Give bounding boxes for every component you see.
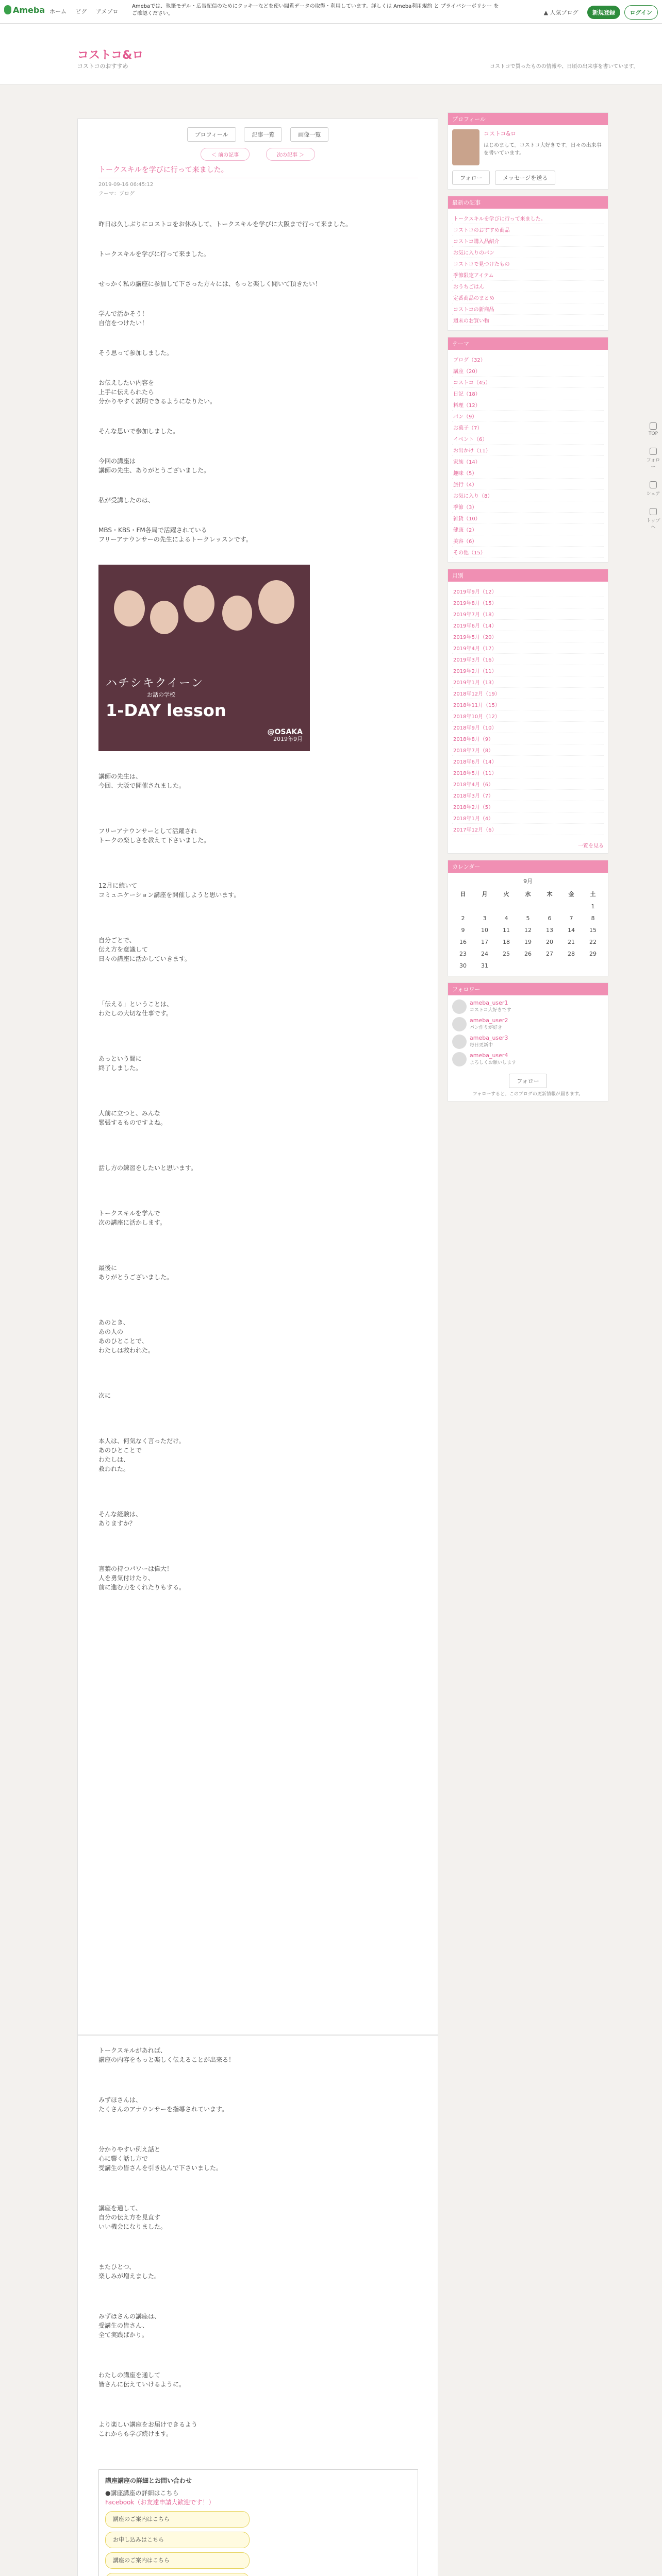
month-box [448, 569, 608, 854]
article-paragraph: 人前に立つと、みんな 緊張するものですよね。 [98, 1110, 167, 1126]
article-date: 2019-09-16 06:45:12 [98, 182, 154, 188]
calendar-day[interactable]: 12 [524, 927, 532, 934]
article-list-button[interactable]: 記事一覧 [244, 127, 282, 142]
calendar-day-header: 土 [590, 891, 596, 897]
article-paragraph: 12月に続いて コミュニケーション講座を開催しようと思います。 [98, 882, 240, 899]
calendar-day[interactable]: 1 [591, 903, 595, 910]
article-body-2 [98, 772, 418, 1592]
month-link[interactable]: 2019年6月（14） [452, 620, 604, 631]
new-articles-list [448, 209, 608, 330]
calendar-day[interactable]: 31 [481, 962, 488, 969]
article-paragraph: MBS・KBS・FM各局で活躍されている フリーアナウンサーの先生によるトークレッスンです。 [98, 527, 252, 543]
new-article-link[interactable]: コストコ購入品紹介 [452, 235, 604, 247]
article-paragraph: 分かりやすい例え話と 心に響く話し方で 受講生の皆さんを引き込んで下さいました。 [98, 2146, 223, 2172]
theme-link[interactable]: 家族（14） [452, 456, 604, 467]
blog-title[interactable]: コストコ&ロ [77, 49, 144, 62]
calendar-day-header: 日 [460, 891, 466, 897]
photo-lesson-label: 1-DAY lesson [106, 701, 226, 720]
login-button[interactable]: ログイン [624, 5, 658, 20]
month-link[interactable]: 2018年1月（4） [452, 812, 604, 824]
calendar-day[interactable]: 22 [589, 939, 597, 945]
month-link[interactable]: 2018年8月（9） [452, 733, 604, 744]
month-link[interactable]: 2018年11月（15） [452, 699, 604, 710]
follower-item[interactable] [452, 1035, 604, 1049]
follower-text: 毎日更新中 [470, 1043, 493, 1048]
article-paragraph: あのとき、 あの人の あのひとことで、 わたしは救われた。 [98, 1319, 155, 1354]
calendar-day[interactable]: 2 [461, 915, 465, 922]
top-nav [49, 7, 125, 15]
article-paragraph: トークスキルを学んで 次の講座に活かします。 [98, 1210, 167, 1226]
article-paragraph: 最後に ありがとうございました。 [98, 1264, 173, 1281]
month-link[interactable]: 2017年12月（6） [452, 824, 604, 835]
nav-pigg[interactable]: ピグ [75, 8, 87, 15]
follower-item[interactable] [452, 1052, 604, 1066]
month-link[interactable]: 2018年2月（5） [452, 801, 604, 812]
article-paragraph: より楽しい講座をお届けできるよう これからも学び続けます。 [98, 2421, 198, 2437]
follower-item[interactable] [452, 999, 604, 1014]
article-theme[interactable]: テーマ：ブログ [98, 191, 135, 197]
calendar-day[interactable]: 4 [504, 915, 508, 922]
month-link[interactable]: 2019年5月（20） [452, 631, 604, 642]
blog-header [0, 24, 662, 84]
article-paragraph: 私が受講したのは、 [98, 497, 155, 504]
photo-title: ハチシキクイーン [106, 677, 204, 690]
article-paragraph: 昨日は久しぶりにコストコをお休みして、トークスキルを学びに大阪まで行って来ました。 [98, 221, 352, 228]
followers-box [448, 982, 608, 1101]
month-link[interactable]: 2018年12月（19） [452, 688, 604, 699]
theme-list [448, 350, 608, 562]
calendar-day[interactable]: 17 [481, 939, 488, 945]
next-article-link[interactable]: 次の記事 ＞ [266, 148, 315, 161]
calendar-day[interactable]: 28 [568, 951, 575, 957]
photo-date: 2019年9月 [273, 736, 303, 742]
theme-link[interactable]: ブログ（32） [452, 354, 604, 365]
new-article-link[interactable]: コストコのおすすめ商品 [452, 224, 604, 235]
article-paragraph: トークスキルがあれば、 講座の内容をもっと楽しく伝えることが出来る！ [98, 2047, 235, 2063]
month-link[interactable]: 2019年9月（12） [452, 586, 604, 597]
profile-heading: プロフィール [448, 113, 608, 125]
follower-avatar [452, 1017, 467, 1031]
calendar-table [452, 887, 604, 972]
article-paragraph: 本人は、何気なく言っただけ。 あのひとことで わたしは、 救われた。 [98, 1437, 185, 1472]
article-paragraph: 講座を通して、 自分の伝え方を見直す いい機会になりました。 [98, 2205, 167, 2230]
photo-subtitle: お話の学校 [147, 691, 175, 698]
follower-text: コストコ大好きです [470, 1008, 511, 1013]
month-link[interactable]: 2019年2月（11） [452, 665, 604, 676]
new-article-link[interactable]: コストコで見つけたもの [452, 258, 604, 269]
theme-link[interactable]: コストコ（45） [452, 377, 604, 388]
article-title[interactable]: トークスキルを学びに行って来ました。 [98, 165, 418, 178]
follower-text: パン作りが好き [470, 1025, 503, 1030]
calendar-day [452, 901, 474, 912]
theme-link[interactable]: パン（9） [452, 411, 604, 422]
follower-item[interactable] [452, 1017, 604, 1031]
profile-button[interactable]: プロフィール [187, 127, 236, 142]
article-paragraph: そんな思いで参加しました。 [98, 428, 179, 435]
side-tab-share[interactable]: シェア [644, 481, 662, 497]
calendar-day[interactable]: 14 [568, 927, 575, 934]
calendar-day-header: 水 [525, 891, 531, 897]
side-tab-top[interactable]: TOP [644, 422, 662, 436]
calendar-day-header: 火 [503, 891, 509, 897]
article-paragraph: 自分ごとで、 伝え方を意識して 日々の講座に活かしていきます。 [98, 937, 191, 962]
calendar-day[interactable]: 20 [546, 939, 553, 945]
follower-avatar [452, 1035, 467, 1049]
follower-name: ameba_user2 [470, 1017, 508, 1024]
theme-link[interactable]: 健康（2） [452, 524, 604, 535]
followers-note: フォローすると、このブログの更新情報が届きます。 [472, 1092, 584, 1097]
calendar-day-header: 月 [482, 891, 488, 897]
nav-ameblo[interactable]: アメブロ [96, 8, 119, 15]
article-paragraph: 次に [98, 1392, 111, 1399]
profile-name[interactable]: コストコ&ロ [483, 130, 517, 137]
follower-name: ameba_user1 [470, 999, 508, 1006]
month-link[interactable]: 2019年7月（18） [452, 608, 604, 620]
course-box-title: 講座講座の詳細とお問い合わせ [105, 2477, 192, 2484]
message-button[interactable]: メッセージを送る [495, 171, 555, 185]
month-link[interactable]: 2019年3月（16） [452, 654, 604, 665]
month-link[interactable]: 2018年4月（6） [452, 778, 604, 790]
top-bar [0, 0, 662, 24]
article-paragraph: 今回の講座は 講師の先生、ありがとうございました。 [98, 457, 210, 474]
calendar-day [582, 960, 604, 972]
article-paragraph: お伝えしたい内容を 上手に伝えられたら 分かりやすく説明できるようになりたい。 [98, 379, 217, 405]
blog-description: コストコで買ったものの情報や、日頃の出来事を書いています。 [490, 64, 639, 70]
calendar-day[interactable]: 11 [503, 927, 510, 934]
month-more-link[interactable]: 一覧を見る [578, 843, 604, 849]
follow-button[interactable]: フォロー [452, 171, 490, 185]
article [98, 165, 418, 1628]
month-link[interactable]: 2018年10月（12） [452, 710, 604, 722]
calendar-day[interactable]: 9 [461, 927, 465, 934]
followers-list [448, 995, 608, 1074]
image-list-button[interactable]: 画像一覧 [290, 127, 328, 142]
calendar-day[interactable]: 6 [548, 915, 552, 922]
calendar-day [495, 960, 517, 972]
theme-link[interactable]: その他（15） [452, 547, 604, 558]
new-article-link[interactable]: 週末のお買い物 [452, 315, 604, 326]
cookie-notice: Amebaでは、執筆モデル・広告配信のためにクッキーなどを使い閲覧データの取得・利用しています。詳しくは Ameba利用規約 と プライバシーポリシー をご確認ください。 [132, 4, 499, 16]
calendar-day[interactable]: 10 [481, 927, 488, 934]
side-tabs [644, 422, 662, 541]
calendar-day[interactable]: 23 [459, 951, 467, 957]
nav-home[interactable]: ホーム [49, 8, 67, 15]
calendar-day[interactable]: 26 [524, 951, 532, 957]
followers-follow-button[interactable]: フォロー [509, 1074, 547, 1088]
theme-link[interactable]: お菓子（7） [452, 422, 604, 433]
calendar-day[interactable]: 8 [591, 915, 595, 922]
month-link[interactable]: 2019年8月（15） [452, 597, 604, 608]
article-paragraph: 言葉の持つパワーは偉大！ 人を勇気付けたり、 前に進む力をくれたりもする。 [98, 1565, 186, 1591]
month-link[interactable]: 2018年5月（11） [452, 767, 604, 778]
theme-link[interactable]: お気に入り（8） [452, 490, 604, 501]
course-link-button[interactable]: お申し込みはこちら [105, 2532, 250, 2548]
signup-button[interactable]: 新規登録 [587, 6, 620, 19]
side-tab-pagetop[interactable]: トップへ [644, 508, 662, 530]
calendar-day[interactable]: 13 [546, 927, 553, 934]
calendar-day [539, 960, 560, 972]
follower-avatar [452, 999, 467, 1014]
month-link[interactable]: 2018年3月（7） [452, 790, 604, 801]
calendar-day [560, 901, 582, 912]
calendar-day-header: 木 [547, 891, 553, 897]
month-list [448, 582, 608, 839]
article-paragraph: 「伝える」ということは、 わたしの大切な仕事です。 [98, 1001, 173, 1017]
course-link-button[interactable] [105, 2573, 250, 2576]
theme-link[interactable]: お出かけ（11） [452, 445, 604, 456]
theme-link[interactable]: イベント（6） [452, 433, 604, 445]
calendar-box [448, 860, 608, 976]
calendar-day[interactable]: 30 [459, 962, 467, 969]
course-link-button[interactable]: 講座のご案内はこちら [105, 2511, 250, 2528]
profile-box [448, 112, 608, 190]
calendar-day[interactable]: 3 [483, 915, 487, 922]
theme-box [448, 337, 608, 563]
new-articles-box [448, 196, 608, 331]
calendar-day [517, 960, 539, 972]
follower-name: ameba_user4 [470, 1052, 508, 1059]
calendar-day[interactable]: 25 [503, 951, 510, 957]
calendar-day[interactable]: 27 [546, 951, 553, 957]
article-paragraph: 学んで活かそう！ 自信をつけたい！ [98, 310, 148, 327]
article-paragraph: せっかく私の講座に参加して下さった方々には、もっと楽しく聞いて頂きたい！ [98, 280, 321, 287]
theme-link[interactable]: 美容（6） [452, 535, 604, 547]
avatar[interactable] [452, 129, 479, 165]
article-column [77, 118, 438, 2035]
article-paragraph: わたしの講座を通して 皆さんに伝えていけるように。 [98, 2371, 186, 2388]
new-article-link[interactable]: おうちごはん [452, 281, 604, 292]
share-icon [650, 481, 657, 488]
calendar-heading: カレンダー [448, 860, 608, 873]
arrow-up-icon [650, 508, 657, 515]
new-article-link[interactable]: 季節限定アイテム [452, 269, 604, 281]
new-article-link[interactable]: コストコの新商品 [452, 303, 604, 315]
new-article-link[interactable]: トークスキルを学びに行って来ました。 [452, 213, 604, 224]
new-article-link[interactable]: お気に入りのパン [452, 247, 604, 258]
sidebar [448, 112, 608, 1108]
photo-location: @OSAKA [267, 728, 303, 736]
blog-subtitle: コストコのおすすめ [77, 63, 128, 70]
article-body-3 [98, 2046, 418, 2438]
top-icon [650, 422, 657, 430]
article-paragraph: またひとつ、 楽しみが増えました。 [98, 2263, 161, 2280]
course-info-box [98, 2469, 418, 2576]
calendar-title: 9月 [523, 878, 533, 885]
calendar-day[interactable]: 19 [524, 939, 532, 945]
course-box-line-1: ●講座講座の詳細はこちら [105, 2489, 179, 2497]
course-buttons [105, 2511, 411, 2576]
month-link[interactable]: 2019年1月（13） [452, 676, 604, 688]
lesson-photo [98, 565, 310, 751]
theme-link[interactable]: 雑貨（10） [452, 513, 604, 524]
ameba-logo[interactable]: Ameba [4, 5, 45, 15]
article-paragraph: みずほさんの講座は、 受講生の皆さん、 全て実践ばかり。 [98, 2313, 161, 2338]
theme-link[interactable]: 趣味（5） [452, 467, 604, 479]
article-paragraph: 話し方の練習をしたいと思います。 [98, 1164, 197, 1172]
calendar-day[interactable]: 7 [569, 915, 573, 922]
follow-icon [650, 448, 657, 455]
article-body [98, 219, 418, 544]
theme-link[interactable]: 旅行（4） [452, 479, 604, 490]
article-paragraph: みずほさんは、 たくさんのアナウンサーを指導されています。 [98, 2096, 228, 2113]
calendar-day-header: 金 [568, 891, 574, 897]
article-continued [98, 2046, 418, 2576]
month-link[interactable]: 2018年9月（10） [452, 722, 604, 733]
calendar-day [560, 960, 582, 972]
theme-heading: テーマ [448, 337, 608, 350]
calendar-day[interactable]: 5 [526, 915, 530, 922]
article-column-continued [77, 2035, 438, 2576]
theme-link[interactable]: 講座（20） [452, 365, 604, 377]
month-link[interactable]: 2019年4月（17） [452, 642, 604, 654]
ameba-logo-icon [4, 5, 11, 14]
new-article-link[interactable]: 定番商品のまとめ [452, 292, 604, 303]
calendar-day [517, 901, 539, 912]
profile-text: はじめまして。コストコ大好きです。日々の出来事を書いています。 [483, 143, 602, 156]
new-articles-heading: 最新の記事 [448, 196, 608, 209]
month-link[interactable]: 2018年6月（14） [452, 756, 604, 767]
side-tab-follow[interactable]: フォロー [644, 448, 662, 470]
article-paragraph: あっという間に 終了しました。 [98, 1055, 142, 1072]
calendar-day[interactable]: 18 [503, 939, 510, 945]
theme-link[interactable]: 季節（3） [452, 501, 604, 513]
theme-link[interactable]: 料理（12） [452, 399, 604, 411]
theme-link[interactable]: 日記（18） [452, 388, 604, 399]
course-box-line-2[interactable]: Facebook（お友達申請大歓迎です！） [105, 2499, 215, 2506]
month-link[interactable]: 2018年7月（8） [452, 744, 604, 756]
article-paragraph: そんな経験は、 ありますか？ [98, 1511, 142, 1527]
article-paragraph: そう思って参加しました。 [98, 349, 173, 357]
follower-name: ameba_user3 [470, 1035, 508, 1041]
follower-text: よろしくお願いします [470, 1060, 517, 1065]
popular-blog-link[interactable]: ▲ 人気ブログ [543, 9, 578, 16]
calendar-day [495, 901, 517, 912]
calendar-day [539, 901, 560, 912]
calendar-day[interactable]: 15 [589, 927, 597, 934]
followers-heading: フォロワー [448, 983, 608, 995]
course-link-button[interactable]: 講座のご案内はこちら [105, 2552, 250, 2569]
calendar-day[interactable]: 16 [459, 939, 467, 945]
follower-avatar [452, 1052, 467, 1066]
month-heading: 月別 [448, 569, 608, 582]
calendar-day[interactable]: 29 [589, 951, 597, 957]
article-paragraph: 講師の先生は、 今回、大阪で開催されました。 [98, 773, 186, 789]
calendar-day[interactable]: 24 [481, 951, 488, 957]
article-paragraph: フリーアナウンサーとして活躍され トークの楽しさを教えて下さいました。 [98, 827, 210, 844]
prev-article-link[interactable]: ＜ 前の記事 [201, 148, 250, 161]
calendar-day [474, 901, 495, 912]
article-paragraph: トークスキルを学びに行って来ました。 [98, 250, 210, 258]
calendar-day[interactable]: 21 [568, 939, 575, 945]
